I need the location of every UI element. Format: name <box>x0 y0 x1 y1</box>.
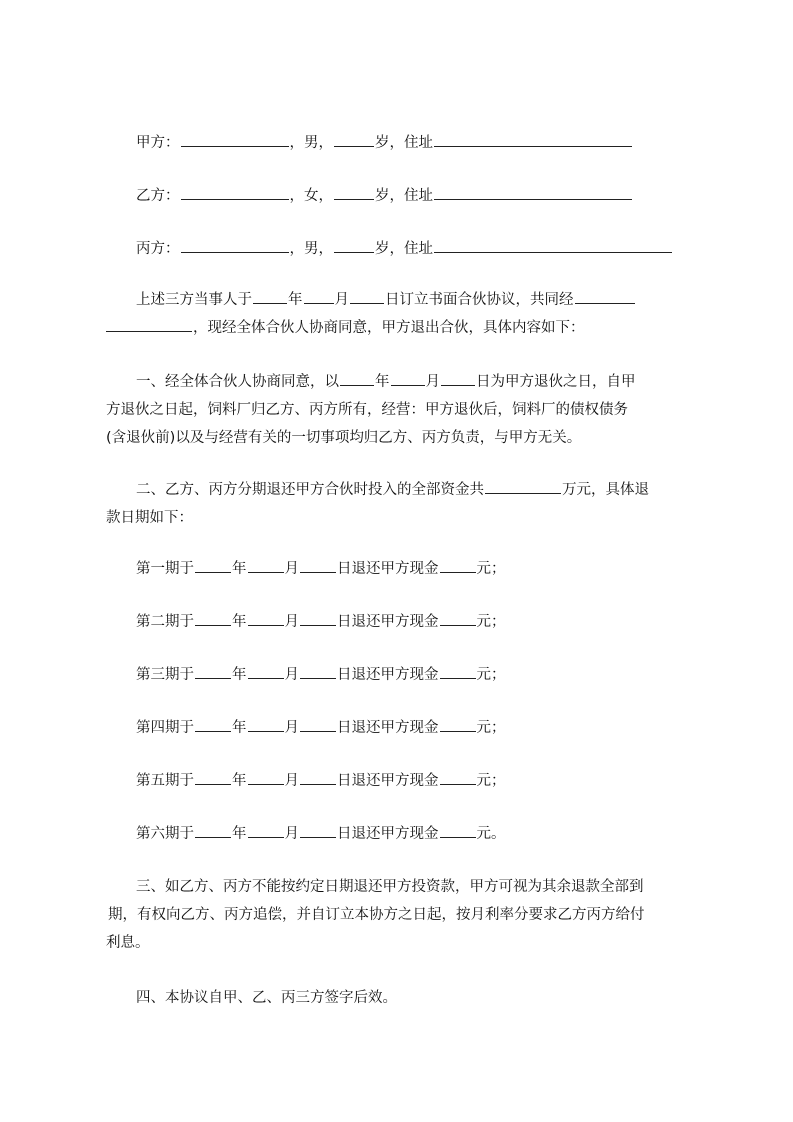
clause-text: 二、乙方、丙方分期退还甲方合伙时投入的全部资金共 <box>136 482 484 498</box>
year-blank[interactable] <box>195 823 231 838</box>
month-label: 月 <box>425 374 440 390</box>
clause-4 <box>106 984 702 1012</box>
age-blank[interactable] <box>334 238 374 253</box>
year-label: 年 <box>232 773 247 789</box>
party-label: 甲方： <box>136 135 180 151</box>
year-blank[interactable] <box>195 611 231 626</box>
installment-row <box>136 770 506 790</box>
gender-text: ，男， <box>289 135 333 151</box>
clause-2 <box>106 476 702 532</box>
yuan-label: 元； <box>476 561 506 577</box>
gender-text: ，男， <box>289 241 333 257</box>
year-blank[interactable] <box>253 289 287 304</box>
address-blank[interactable] <box>434 238 672 253</box>
intro-text: ，现经全体合伙人协商同意，甲方退出合伙，具体内容如下： <box>193 320 585 336</box>
party-yi-line <box>136 185 633 205</box>
day-blank[interactable] <box>300 717 336 732</box>
name-blank[interactable] <box>181 185 289 200</box>
intro-paragraph <box>106 286 702 342</box>
refund-text: 日退还甲方现金 <box>337 773 439 789</box>
year-blank[interactable] <box>195 717 231 732</box>
installment-row <box>136 558 506 578</box>
clause-text: 一、经全体合伙人协商同意，以 <box>136 374 339 390</box>
yuan-label: 元。 <box>476 826 506 842</box>
business-blank[interactable] <box>575 289 635 304</box>
address-label: 岁，住址 <box>375 135 433 151</box>
year-label: 年 <box>375 374 390 390</box>
month-label: 月 <box>334 292 349 308</box>
month-blank[interactable] <box>248 664 284 679</box>
gender-text: ，女， <box>289 188 333 204</box>
amount-blank[interactable] <box>440 611 476 626</box>
clause-3 <box>106 873 702 957</box>
year-label: 年 <box>232 614 247 630</box>
name-blank[interactable] <box>181 132 289 147</box>
amount-blank[interactable] <box>440 770 476 785</box>
clause-text: 方退伙之日起，饲料厂归乙方、丙方所有，经营：甲方退伙后，饲料厂的债权债务 <box>106 402 628 418</box>
party-jia-line <box>136 132 633 152</box>
installment-row <box>136 717 506 737</box>
installment-label: 第一期于 <box>136 561 194 577</box>
year-blank[interactable] <box>195 770 231 785</box>
year-blank[interactable] <box>195 558 231 573</box>
business-blank-cont[interactable] <box>106 317 192 332</box>
clause-text: 三、如乙方、丙方不能按约定日期退还甲方投资款，甲方可视为其余退款全部到 <box>136 879 644 895</box>
installment-row <box>136 823 506 843</box>
amount-blank[interactable] <box>485 479 561 494</box>
month-blank[interactable] <box>248 823 284 838</box>
address-label: 岁，住址 <box>375 241 433 257</box>
clause-text: 期，有权向乙方、丙方追偿，并自订立本协方之日起，按月利率分要求乙方丙方给付 <box>108 907 645 923</box>
year-blank[interactable] <box>195 664 231 679</box>
party-label: 乙方： <box>136 188 180 204</box>
address-label: 岁，住址 <box>375 188 433 204</box>
clause-text: 日为甲方退伙之日，自甲 <box>476 374 636 390</box>
address-blank[interactable] <box>434 132 632 147</box>
party-bing-line <box>136 238 673 258</box>
month-label: 月 <box>284 773 299 789</box>
day-blank[interactable] <box>300 664 336 679</box>
amount-blank[interactable] <box>440 558 476 573</box>
refund-text: 日退还甲方现金 <box>337 614 439 630</box>
month-label: 月 <box>284 720 299 736</box>
month-label: 月 <box>284 561 299 577</box>
installment-label: 第二期于 <box>136 614 194 630</box>
installment-row <box>136 664 506 684</box>
month-blank[interactable] <box>391 371 425 386</box>
clause-text: 万元，具体退 <box>562 482 649 498</box>
refund-text: 日退还甲方现金 <box>337 826 439 842</box>
clause-text: 四、本协议自甲、乙、丙三方签字后效。 <box>136 990 397 1006</box>
amount-blank[interactable] <box>440 664 476 679</box>
party-label: 丙方： <box>136 241 180 257</box>
intro-text: 日订立书面合伙协议，共同经 <box>385 292 574 308</box>
clause-text: 利息。 <box>106 935 150 951</box>
month-label: 月 <box>284 614 299 630</box>
installment-row <box>136 611 506 631</box>
year-label: 年 <box>232 667 247 683</box>
refund-text: 日退还甲方现金 <box>337 561 439 577</box>
month-blank[interactable] <box>248 770 284 785</box>
yuan-label: 元； <box>476 614 506 630</box>
year-label: 年 <box>232 826 247 842</box>
installment-label: 第五期于 <box>136 773 194 789</box>
amount-blank[interactable] <box>440 823 476 838</box>
month-blank[interactable] <box>248 611 284 626</box>
refund-text: 日退还甲方现金 <box>337 720 439 736</box>
month-blank[interactable] <box>304 289 334 304</box>
year-blank[interactable] <box>340 371 374 386</box>
yuan-label: 元； <box>476 720 506 736</box>
year-label: 年 <box>232 561 247 577</box>
installment-label: 第三期于 <box>136 667 194 683</box>
age-blank[interactable] <box>334 132 374 147</box>
day-blank[interactable] <box>300 611 336 626</box>
clause-text: 款日期如下： <box>106 510 193 526</box>
age-blank[interactable] <box>334 185 374 200</box>
clause-1 <box>106 368 702 452</box>
month-blank[interactable] <box>248 717 284 732</box>
clause-text: (含退伙前)以及与经营有关的一切事项均归乙方、丙方负责，与甲方无关。 <box>106 430 582 446</box>
day-blank[interactable] <box>350 289 384 304</box>
yuan-label: 元； <box>476 667 506 683</box>
day-blank[interactable] <box>300 770 336 785</box>
installment-label: 第六期于 <box>136 826 194 842</box>
yuan-label: 元； <box>476 773 506 789</box>
name-blank[interactable] <box>181 238 289 253</box>
month-label: 月 <box>284 826 299 842</box>
installment-label: 第四期于 <box>136 720 194 736</box>
day-blank[interactable] <box>300 558 336 573</box>
year-label: 年 <box>232 720 247 736</box>
month-label: 月 <box>284 667 299 683</box>
day-blank[interactable] <box>300 823 336 838</box>
day-blank[interactable] <box>441 371 475 386</box>
year-label: 年 <box>288 292 303 308</box>
address-blank[interactable] <box>434 185 632 200</box>
month-blank[interactable] <box>248 558 284 573</box>
amount-blank[interactable] <box>440 717 476 732</box>
refund-text: 日退还甲方现金 <box>337 667 439 683</box>
intro-text: 上述三方当事人于 <box>136 292 252 308</box>
